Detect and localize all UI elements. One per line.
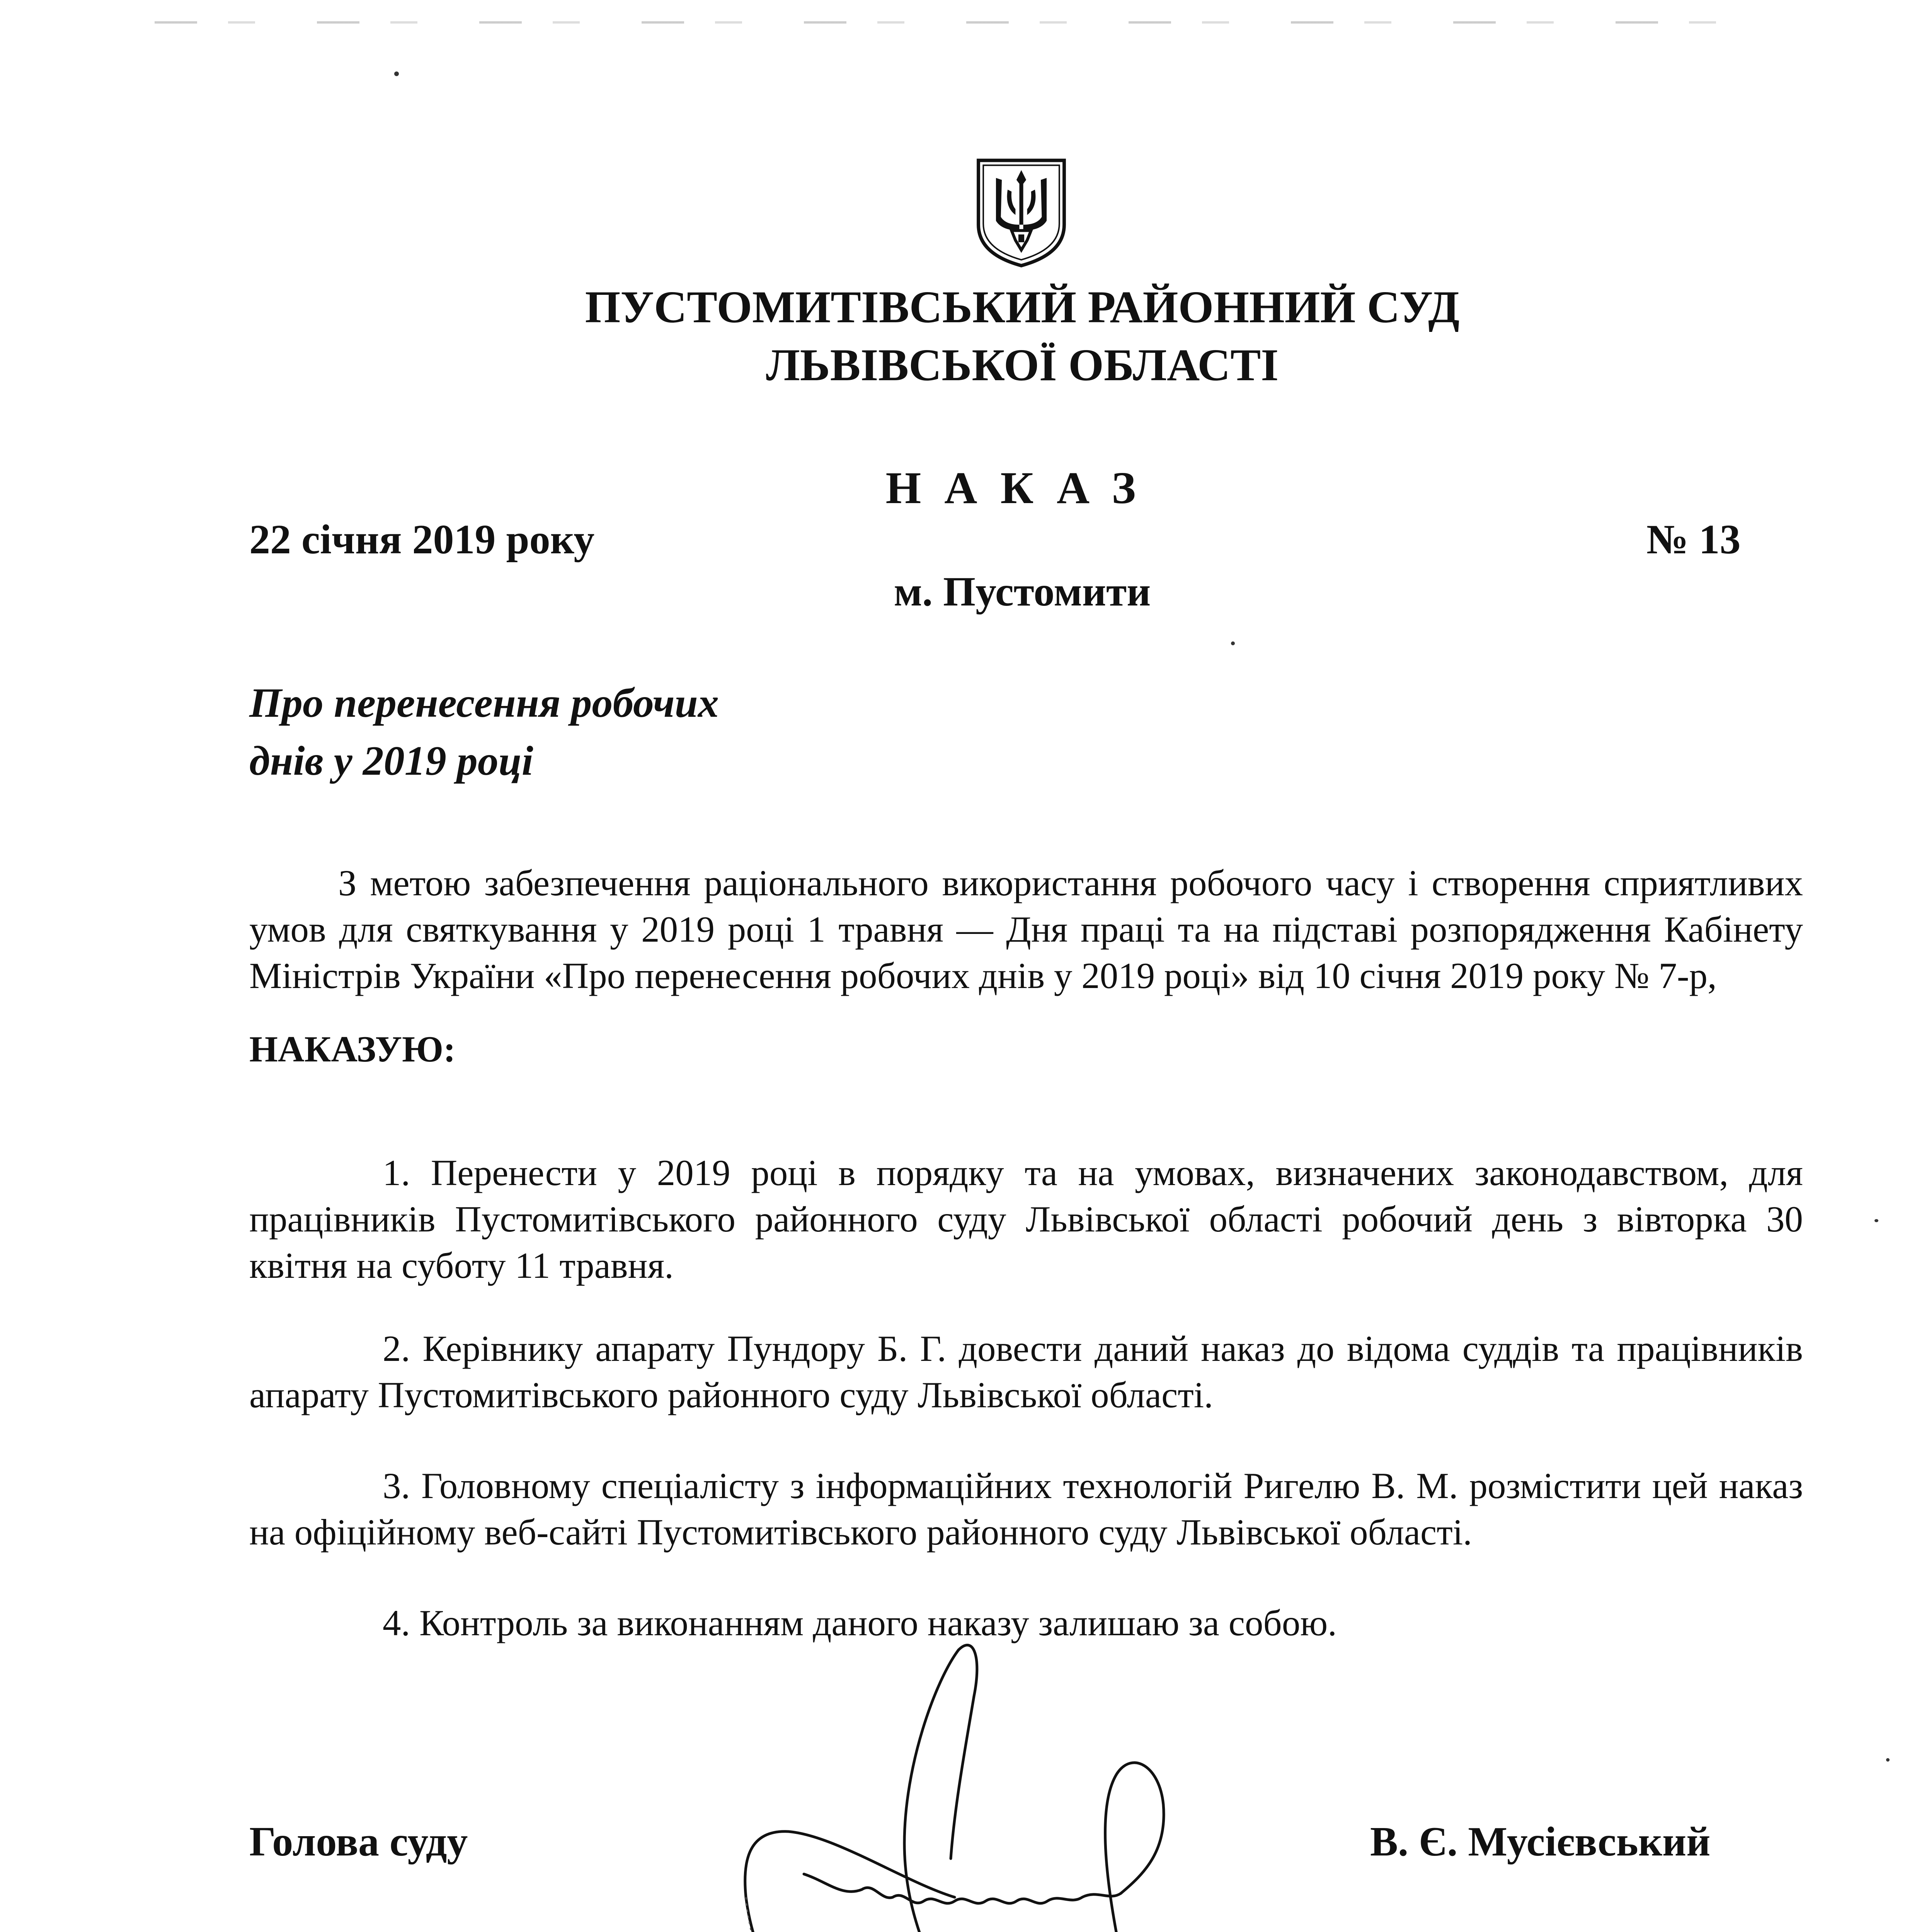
order-item-1: 1. Перенести у 2019 році в порядку та на умовах, визначених законодавством, для працівників Пустомитівського районного суду Львівської області робочий день з вівторка 30 квітня на суботу 11 травня. [249, 1152, 1803, 1286]
preamble-paragraph: З метою забезпечення раціонального використання робочого часу і створення сприятливих умов для святкування у 2019 році 1 травня — Дня праці та на підставі розпорядження Кабінету Міністрів України «Про перенесення робочих днів у 2019 році» від 10 січня 2019 року № 7-р, [249, 862, 1803, 996]
order-title: НАКАЗ [885, 463, 1159, 513]
scan-speck [394, 71, 399, 76]
order-item-3: 3. Головному спеціалісту з інформаційних технологій Ригелю В. М. розмістити цей наказ на офіційному веб-сайті Пустомитівського районного суду Львівської області. [249, 1465, 1803, 1553]
order-item-2: 2. Керівнику апарату Пундору Б. Г. довести даний наказ до відома суддів та працівників апарату Пустомитівського районного суду Львівської області. [249, 1328, 1803, 1415]
scan-speck [1886, 1758, 1890, 1762]
order-number: № 13 [1646, 517, 1741, 563]
trident-coat-of-arms-icon [972, 156, 1071, 269]
handwritten-signature-icon [688, 1604, 1291, 1932]
scan-speck [1874, 1219, 1878, 1222]
signer-position: Голова суду [249, 1819, 468, 1865]
court-name [0, 278, 1917, 394]
court-name-line-2: ЛЬВІВСЬКОЇ ОБЛАСТІ [766, 340, 1279, 390]
order-item-4: 4. Контроль за виконанням даного наказу залишаю за собою. [383, 1602, 1337, 1643]
scan-speck [1231, 641, 1235, 645]
signer-name: В. Є. Мусієвський [1370, 1819, 1711, 1865]
order-place: м. Пустомити [894, 569, 1151, 615]
subject-line-1: Про перенесення робочих [249, 680, 719, 726]
order-date: 22 січня 2019 року [249, 517, 595, 563]
subject-line-2: днів у 2019 році [249, 738, 533, 784]
resolve-heading: НАКАЗУЮ: [249, 1029, 456, 1070]
court-name-line-1: ПУСТОМИТІВСЬКИЙ РАЙОННИЙ СУД [585, 282, 1460, 332]
scan-artifact-top [155, 21, 1778, 24]
order-subject [249, 674, 945, 790]
